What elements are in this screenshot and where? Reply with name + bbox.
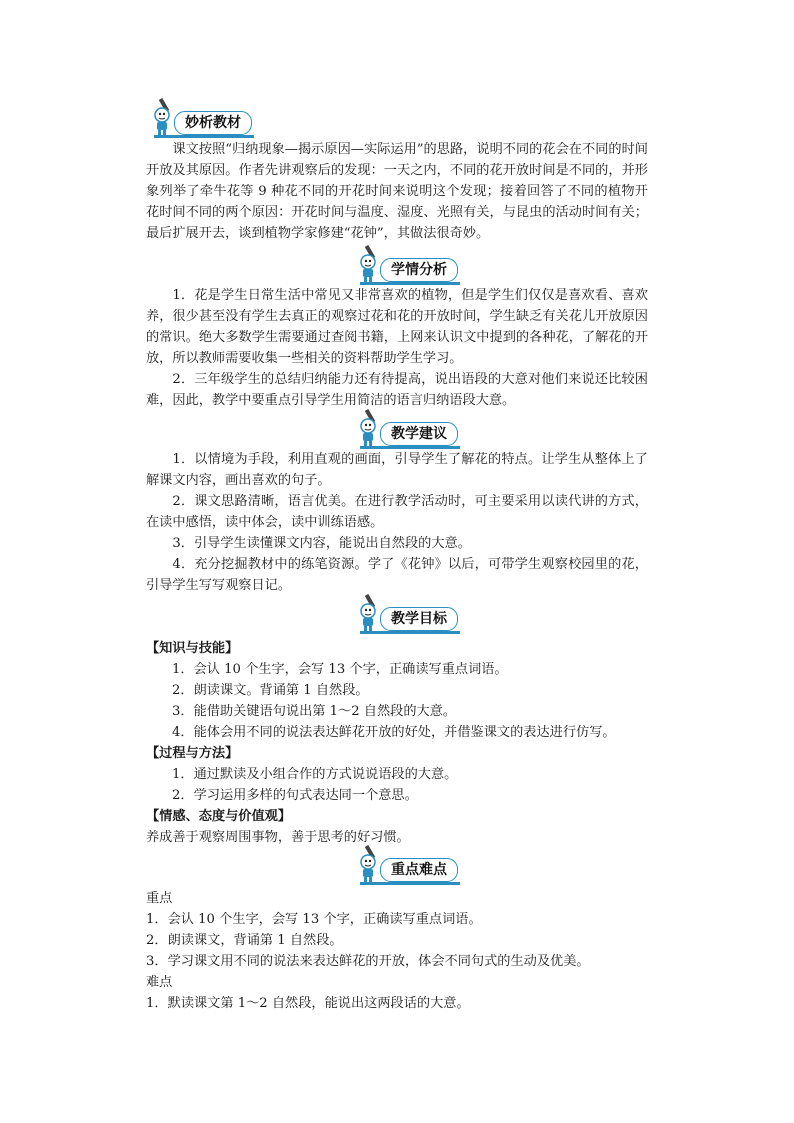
list-item: 1．通过默读及小组合作的方式说说语段的大意。: [172, 767, 458, 782]
paragraph: 2．三年级学生的总结归纳能力还有待提高，说出语段的大意对他们来说还比较困难，因此，教学中要重点引导学生用简洁的语言归纳语段大意。: [146, 372, 648, 408]
list-item: 2．学习运用多样的句式表达同一个意思。: [172, 788, 418, 803]
section-header-key-points: [356, 853, 466, 883]
section-underline: [360, 882, 460, 885]
section-title: 学情分析: [380, 258, 458, 282]
section-title: 重点难点: [380, 858, 458, 882]
list-item: 4．能体会用不同的说法表达鲜花开放的好处，并借鉴课文的表达进行仿写。: [172, 725, 616, 740]
section-header-learning: [356, 253, 466, 283]
subheading: 【情感、态度与价值观】: [146, 809, 292, 824]
paragraph: 1．以情境为手段，利用直观的画面，引导学生了解花的特点。让学生从整体上了解课文内容，画出喜欢的句子。: [146, 452, 648, 488]
paragraph: 2．课文思路清晰，语言优美。在进行教学活动时，可主要采用以读代讲的方式，在读中感悟，读中体会，读中训练语感。: [146, 494, 648, 530]
list-item: 养成善于观察周围事物，善于思考的好习惯。: [146, 830, 410, 845]
section-header-analysis: [150, 106, 260, 136]
paragraph: 1．花是学生日常生活中常见又非常喜欢的植物，但是学生们仅仅是喜欢看、喜欢养，很少甚至没有学生去真正的观察过花和花的开放时间，学生缺乏有关花儿开放原因的常识。绝大多数学生需要通过查阅书籍，上网来认识文中提到的各种花，了解花的开放，所以教师需要收集一些相关的资料帮助学生学习。: [146, 288, 648, 366]
paragraph: 4．充分挖掘教材中的练笔资源。学了《花钟》以后，可带学生观察校园里的花，引导学生写写观察日记。: [146, 557, 648, 593]
section-underline: [360, 631, 460, 634]
list-item: 1．会认 10 个生字，会写 13 个字，正确读写重点词语。: [146, 912, 482, 927]
section-title: 教学建议: [380, 422, 458, 446]
subheading: 重点: [146, 891, 173, 906]
list-item: 2．朗读课文，背诵第 1 自然段。: [146, 933, 343, 948]
list-item: 3．学习课文用不同的说法来表达鲜花的开放，体会不同句式的生动及优美。: [146, 954, 590, 969]
section-header-objectives: [356, 602, 466, 632]
paragraph: 课文按照“归纳现象—揭示原因—实际运用”的思路，说明不同的花会在不同的时间开放及其原因。作者先讲观察后的发现：一天之内，不同的花开放时间是不同的，并形象列举了牵牛花等 9 种花不同的开花时间来说明这个发现；接着回答了不同的植物开花时间不同的两个原因：开花时间与温度、湿度、光照有关，与昆虫的活动时间有关；最后扩展开去，谈到植物学家修建“花钟”，其做法很奇妙。: [146, 142, 648, 241]
subheading: 【知识与技能】: [146, 641, 239, 656]
section-title: 教学目标: [380, 607, 458, 631]
list-item: 1．会认 10 个生字，会写 13 个字，正确读写重点词语。: [172, 662, 508, 677]
subheading: 【过程与方法】: [146, 746, 239, 761]
section-header-suggestions: [356, 417, 466, 447]
paragraph: 3．引导学生读懂课文内容，能说出自然段的大意。: [172, 536, 471, 551]
list-item: 2．朗读课文。背诵第 1 自然段。: [172, 683, 369, 698]
list-item: 1．默读课文第 1～2 自然段，能说出这两段话的大意。: [146, 996, 470, 1011]
list-item: 3．能借助关键语句说出第 1～2 自然段的大意。: [172, 704, 457, 719]
subheading: 难点: [146, 975, 173, 990]
section-title: 妙析教材: [174, 111, 252, 135]
section-underline: [154, 135, 254, 138]
